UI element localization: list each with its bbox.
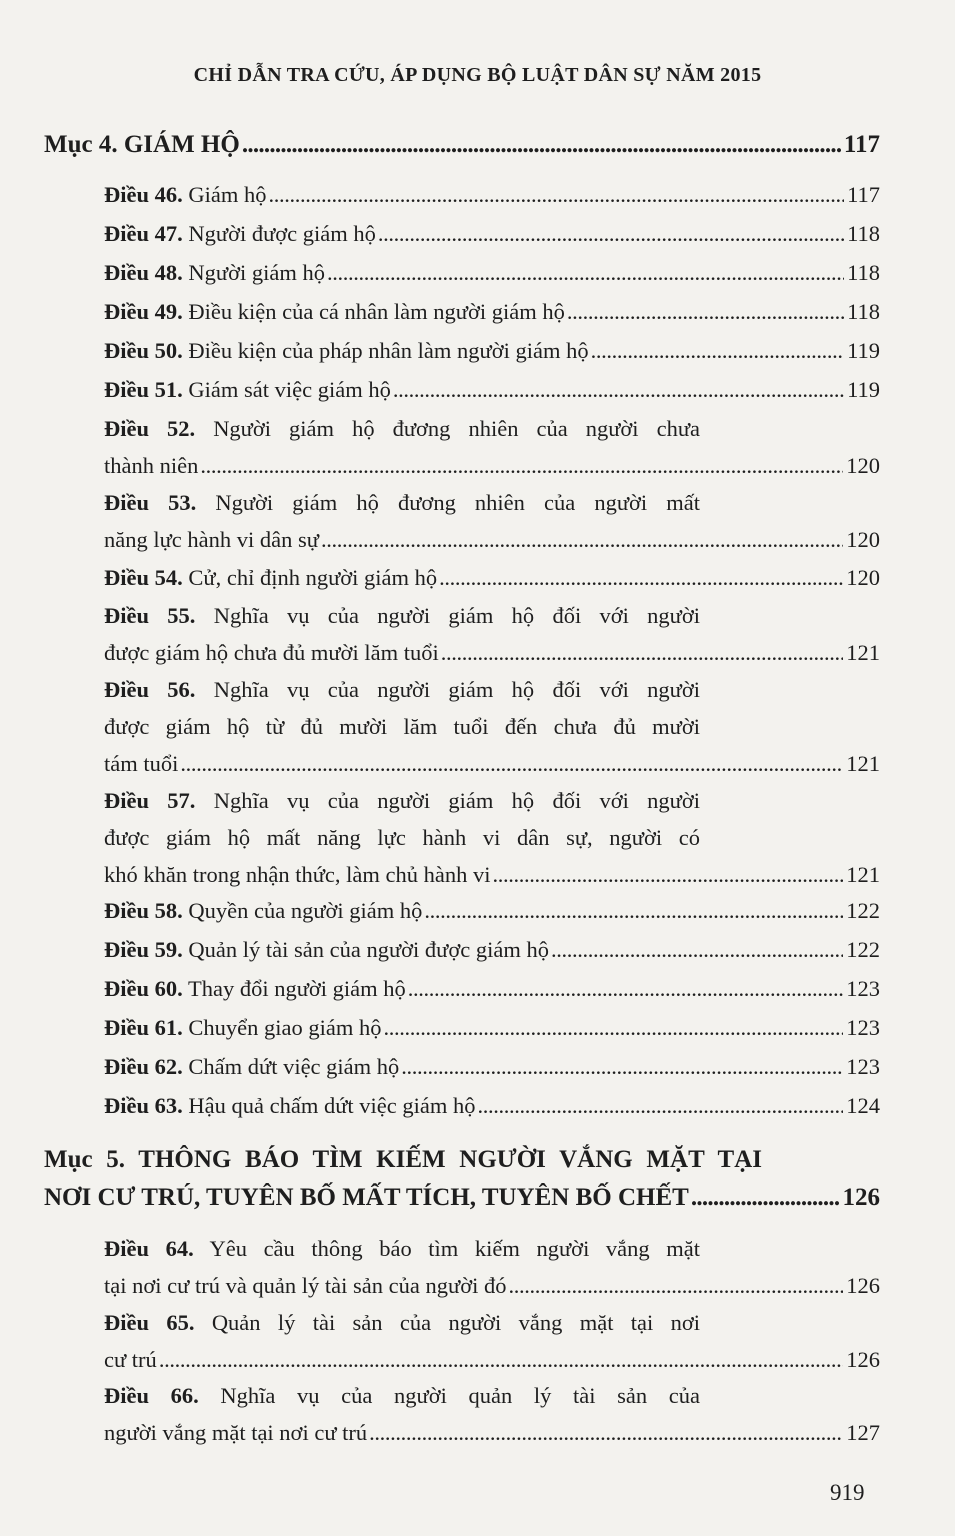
dot-leader: [508, 1267, 843, 1304]
toc-entry-dieu-62: [104, 1048, 880, 1085]
article-title: Cử, chỉ định người giám hộ: [188, 565, 438, 590]
article-title: Người giám hộ đương nhiên của người chưa: [213, 416, 701, 441]
toc-entry-dieu-64: [104, 1230, 880, 1304]
dot-leader: [424, 892, 843, 929]
page-number: 120: [846, 453, 880, 478]
article-title: Giám sát việc giám hộ: [188, 377, 391, 402]
page-number: 121: [846, 862, 880, 887]
toc-entry-dieu-49: [104, 293, 880, 330]
page-number: 119: [847, 377, 880, 402]
section-title: Mục 5. THÔNG BÁO TÌM KIẾM NGƯỜI VẮNG MẶT TẠI: [44, 1146, 762, 1173]
page-number: 122: [846, 898, 880, 923]
article-title-cont: tại nơi cư trú và quản lý tài sản của người đó: [104, 1273, 507, 1298]
dot-leader: [369, 1414, 843, 1451]
article-number: Điều 64.: [104, 1236, 194, 1261]
page-number: 123: [846, 976, 880, 1001]
running-head: CHỈ DẪN TRA CỨU, ÁP DỤNG BỘ LUẬT DÂN SỰ NĂM 2015: [193, 64, 762, 86]
article-title: Yêu cầu thông báo tìm kiếm người vắng mặt: [209, 1236, 700, 1261]
page-number: 120: [846, 565, 880, 590]
article-number: Điều 60.: [104, 976, 183, 1001]
page-number: 123: [846, 1015, 880, 1040]
section-heading-muc-4: [44, 126, 880, 164]
article-title: Thay đổi người giám hộ: [187, 976, 406, 1001]
dot-leader: [242, 126, 841, 164]
section-title-cont: NƠI CƯ TRÚ, TUYÊN BỐ MẤT TÍCH, TUYÊN BỐ CHẾT: [44, 1184, 689, 1211]
article-title: Nghĩa vụ của người quản lý tài sản của: [220, 1383, 701, 1408]
dot-leader: [159, 1341, 843, 1378]
dot-leader: [393, 371, 844, 408]
page-number: 119: [847, 338, 880, 363]
dot-leader: [567, 293, 844, 330]
page-number: 117: [847, 182, 880, 207]
page-number: 121: [846, 751, 880, 776]
article-title-cont: được giám hộ chưa đủ mười lăm tuổi: [104, 640, 439, 665]
article-number: Điều 65.: [104, 1310, 195, 1335]
dot-leader: [477, 1087, 843, 1124]
toc-entry-dieu-47: [104, 215, 880, 252]
article-title-cont: được giám hộ mất năng lực hành vi dân sự, người có: [104, 825, 700, 850]
page-number: 126: [846, 1347, 880, 1372]
article-title-cont: thành niên: [104, 453, 199, 478]
article-title: Hậu quả chấm dứt việc giám hộ: [188, 1093, 476, 1118]
article-number: Điều 51.: [104, 377, 183, 402]
article-title-cont: khó khăn trong nhận thức, làm chủ hành vi: [104, 862, 491, 887]
dot-leader: [551, 931, 843, 968]
article-number: Điều 55.: [104, 603, 196, 628]
article-number: Điều 48.: [104, 260, 183, 285]
article-title: Quyền của người giám hộ: [188, 898, 423, 923]
article-title-cont: năng lực hành vi dân sự: [104, 527, 319, 552]
dot-leader: [493, 856, 844, 893]
toc-entry-dieu-55: [104, 597, 880, 671]
article-number: Điều 47.: [104, 221, 183, 246]
toc-entry-dieu-52: [104, 410, 880, 484]
article-title-cont: cư trú: [104, 1347, 157, 1372]
article-number: Điều 66.: [104, 1383, 199, 1408]
toc-entry-dieu-54: [104, 559, 880, 596]
toc-entry-dieu-60: [104, 970, 880, 1007]
article-number: Điều 53.: [104, 490, 197, 515]
page-number: 118: [847, 221, 880, 246]
dot-leader: [180, 745, 843, 782]
page-number: 117: [843, 131, 880, 158]
article-title: Người giám hộ đương nhiên của người mất: [215, 490, 701, 515]
article-title: Điều kiện của cá nhân làm người giám hộ: [188, 299, 565, 324]
article-title: Giám hộ: [188, 182, 267, 207]
page-number: 124: [846, 1093, 880, 1118]
article-title-cont: người vắng mặt tại nơi cư trú: [104, 1420, 368, 1445]
article-title: Người được giám hộ: [188, 221, 376, 246]
dot-leader: [691, 1179, 840, 1217]
dot-leader: [321, 521, 843, 558]
article-number: Điều 50.: [104, 338, 183, 363]
article-number: Điều 54.: [104, 565, 183, 590]
page-number: 127: [846, 1420, 880, 1445]
toc-entry-dieu-59: [104, 931, 880, 968]
dot-leader: [269, 176, 845, 213]
toc-entry-dieu-50: [104, 332, 880, 369]
page-number: 121: [846, 640, 880, 665]
article-number: Điều 62.: [104, 1054, 183, 1079]
toc-entry-dieu-53: [104, 484, 880, 558]
dot-leader: [378, 215, 844, 252]
article-number: Điều 63.: [104, 1093, 183, 1118]
toc-entry-dieu-57: [104, 782, 880, 893]
article-title: Nghĩa vụ của người giám hộ đối với người: [213, 603, 701, 628]
toc-entry-dieu-51: [104, 371, 880, 408]
page-number: 120: [846, 527, 880, 552]
article-title: Điều kiện của pháp nhân làm người giám hộ: [188, 338, 589, 363]
article-number: Điều 61.: [104, 1015, 183, 1040]
article-number: Điều 57.: [104, 788, 196, 813]
dot-leader: [441, 634, 844, 671]
toc-entry-dieu-58: [104, 892, 880, 929]
toc-entry-dieu-61: [104, 1009, 880, 1046]
dot-leader: [439, 559, 843, 596]
dot-leader: [383, 1009, 843, 1046]
article-number: Điều 49.: [104, 299, 183, 324]
toc-entry-dieu-56: [104, 671, 880, 782]
page-number: 126: [842, 1184, 880, 1211]
section-title: Mục 4. GIÁM HỘ: [44, 131, 240, 158]
dot-leader: [200, 447, 843, 484]
toc-entry-dieu-46: [104, 176, 880, 213]
article-number: Điều 58.: [104, 898, 183, 923]
page-number: 123: [846, 1054, 880, 1079]
page-number: 122: [846, 937, 880, 962]
page-number: 126: [846, 1273, 880, 1298]
dot-leader: [327, 254, 844, 291]
dot-leader: [591, 332, 844, 369]
article-title: Người giám hộ: [188, 260, 325, 285]
folio-page-number: 919: [830, 1480, 865, 1505]
toc-entry-dieu-63: [104, 1087, 880, 1124]
article-title: Chuyển giao giám hộ: [188, 1015, 382, 1040]
toc-entry-dieu-65: [104, 1304, 880, 1378]
page-number: 118: [847, 260, 880, 285]
page-number: 118: [847, 299, 880, 324]
toc-entry-dieu-48: [104, 254, 880, 291]
article-number: Điều 52.: [104, 416, 196, 441]
article-title: Quản lý tài sản của người vắng mặt tại nơi: [211, 1310, 701, 1335]
section-heading-muc-5: [44, 1141, 880, 1217]
article-number: Điều 56.: [104, 677, 196, 702]
dot-leader: [401, 1048, 843, 1085]
article-title-cont: tám tuổi: [104, 751, 179, 776]
article-title: Nghĩa vụ của người giám hộ đối với người: [213, 677, 701, 702]
article-title-cont: được giám hộ từ đủ mười lăm tuổi đến chưa đủ mười: [104, 714, 700, 739]
article-number: Điều 46.: [104, 182, 183, 207]
article-number: Điều 59.: [104, 937, 183, 962]
article-title: Chấm dứt việc giám hộ: [188, 1054, 400, 1079]
toc-entry-dieu-66: [104, 1377, 880, 1451]
dot-leader: [408, 970, 843, 1007]
article-title: Quản lý tài sản của người được giám hộ: [188, 937, 549, 962]
article-title: Nghĩa vụ của người giám hộ đối với người: [213, 788, 701, 813]
